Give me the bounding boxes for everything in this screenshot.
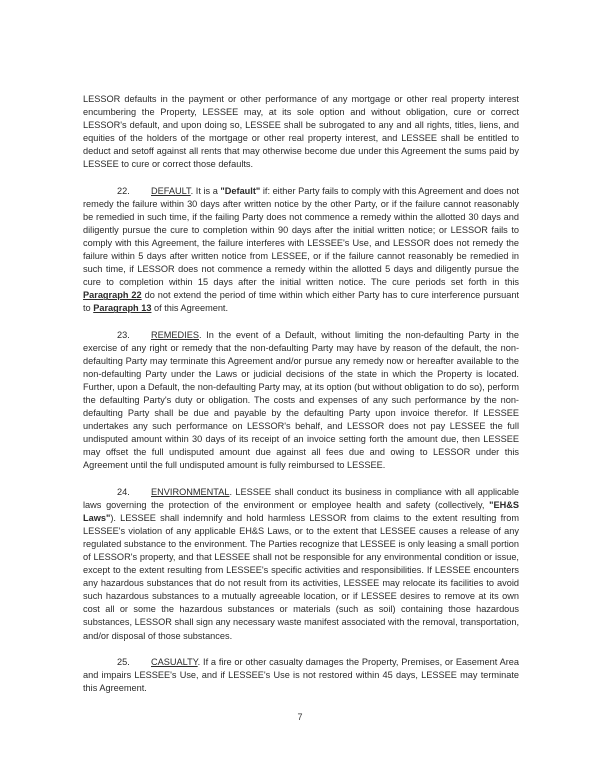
defined-term-ehs-laws: "EH&S Laws" (83, 499, 519, 523)
section-text: do not extend the period of time within which either Party has to cure interference pursuant to (83, 290, 519, 314)
heading-period: . (229, 486, 233, 497)
section-24-environmental (83, 486, 519, 643)
heading-period: . (190, 185, 194, 196)
section-number: 24. (117, 486, 130, 497)
section-25-casualty (83, 656, 519, 695)
page-number: 7 (297, 712, 303, 722)
paragraph-13-reference: Paragraph 13 (93, 303, 152, 314)
section-heading: REMEDIES (151, 329, 199, 340)
section-text: If a fire or other casualty damages the Property, Premises, or Easement Area and impairs LESSEE's Use, and if LESSEE's Use is not restored within 45 days, LESSEE may terminate this Agreement. (83, 656, 519, 693)
paragraph-22-reference: Paragraph 22 (83, 290, 142, 301)
document-body (83, 93, 519, 708)
heading-period: . (197, 656, 201, 667)
defined-term-default: "Default" (220, 185, 261, 196)
section-heading: DEFAULT (151, 185, 191, 196)
intro-paragraph: LESSOR defaults in the payment or other performance of any mortgage or other real property interest encumbering the Property, LESSEE may, at its sole option and without obligation, cure or correct LESSOR's default, and upon doing so, LESSEE shall be subrogated to any and all rights, titles, liens, and equities of the holders of the mortgage or other real property interest, and LESSEE shall be entitled to deduct and setoff against all rents that may otherwise become due under this Agreement the sums paid by LESSEE to cure or correct those defaults. (83, 94, 519, 170)
section-number: 23. (117, 329, 130, 340)
section-text: In the event of a Default, without limiting the non-defaulting Party in the exercise of any right or remedy that the non-defaulting Party may have by reason of the default, the non-defaulting Party may terminate this Agreement and/or pursue any remedy now or hereafter available to the non-defaulting Party under the Laws or judicial decisions of the state in which the Property is located. Further, upon a Default, the non-defaulting Party may, at its option (but without obligation to do so), perform the defaulting Party's duty or obligation. The costs and expenses of any such performance by the non-defaulting Party shall be due and payable by the defaulting Party upon invoice therefor. If LESSEE undertakes any such performance on LESSOR's behalf, and LESSOR does not pay LESSEE the full undisputed amount within 30 days of its receipt of an invoice setting forth the amount due, then LESSEE may offset the full undisputed amount due against all fees due and owing to LESSOR under this Agreement until the full undisputed amount is fully reimbursed to LESSEE. (83, 329, 519, 471)
section-23-remedies (83, 329, 519, 473)
section-number: 25. (117, 656, 130, 667)
heading-period: . (199, 329, 202, 340)
section-text: of this Agreement. (151, 303, 229, 314)
section-text: ). LESSEE shall indemnify and hold harmless LESSOR from claims to the extent resulting from LESSEE's violation of any applicable EH&S Laws, or to the extent that LESSEE causes a release of any regulated substance to the environment. The Parties recognize that LESSEE is only leasing a small portion of LESSOR's property, and that LESSEE shall not be responsible for any environmental condition or issue, except to the extent resulting from LESSEE's specific activities and responsibilities. If LESSEE encounters any hazardous substances that do not result from its activities, LESSEE may relocate its facilities to avoid such hazardous substances to a mutually agreeable location, or if LESSEE desires to remove at its own cost all or some the hazardous substances or materials (such as soil) containing those hazardous substances, LESSOR shall sign any necessary waste manifest associated with the removal, transportation, and/or disposal of those substances. (83, 512, 519, 641)
section-heading: CASUALTY (151, 656, 198, 667)
section-text: It is a (193, 185, 221, 196)
section-heading: ENVIRONMENTAL (151, 486, 230, 497)
section-text: if: either Party fails to comply with this Agreement and does not remedy the failure within 30 days after written notice by the other Party, or if the failure cannot reasonably be remedied in such time, if the failing Party does not commence a remedy within the allotted 30 days and diligently pursue the cure to completion within 90 days after the initial written notice; or LESSOR fails to comply with this Agreement, the failure interferes with LESSEE's Use, and LESSOR does not remedy the failure within 5 days after written notice from LESSEE, or if the failure cannot reasonably be remedied in such time, if LESSOR does not commence a remedy within the allotted 5 days and diligently pursue the cure to completion within 15 days after the initial written notice. The cure periods set forth in this (83, 185, 520, 288)
section-number: 22. (117, 185, 130, 196)
section-22-default (83, 185, 519, 316)
section-text: LESSEE shall conduct its business in compliance with all applicable laws governing the protection of the environment or employee health and safety (collectively, (83, 486, 519, 510)
